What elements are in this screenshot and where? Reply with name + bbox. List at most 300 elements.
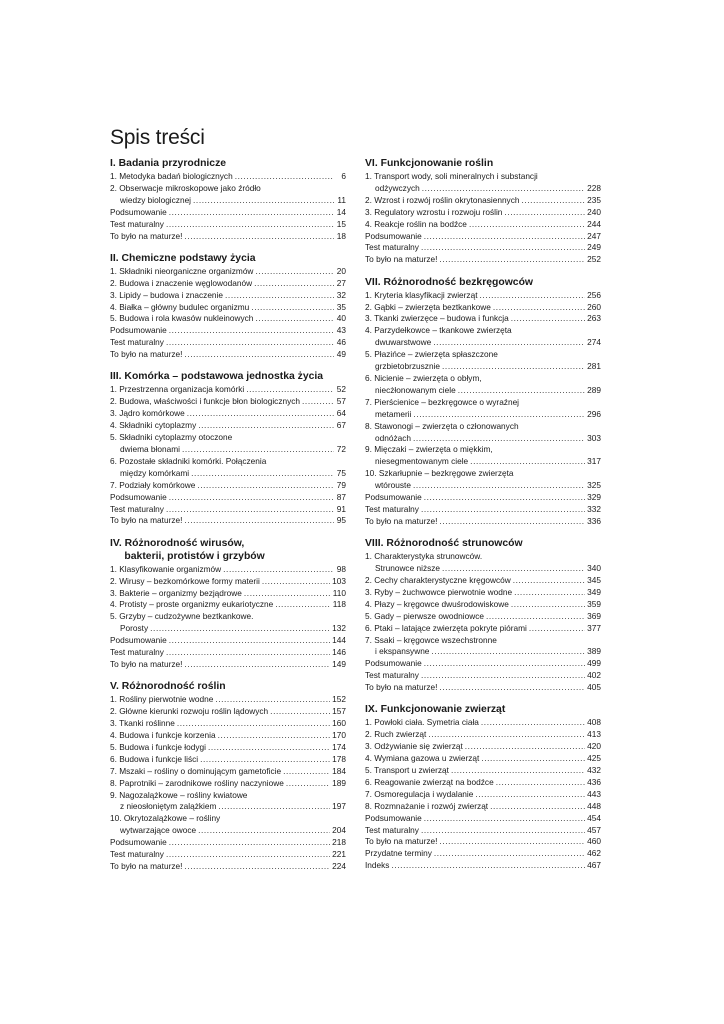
page-number: 281 [587,361,601,372]
toc-entry[interactable] [110,444,346,456]
toc-entry[interactable] [110,766,346,778]
dot-leader [200,754,330,766]
toc-entry[interactable] [110,171,346,183]
toc-section [110,252,346,361]
toc-entry-title: 7. Osmoregulacja i wydalanie [365,788,474,799]
toc-entry[interactable] [365,801,601,813]
toc-entry[interactable] [365,456,601,468]
toc-entry-title: 1. Rośliny pierwotnie wodne [110,694,214,705]
toc-entry[interactable] [365,337,601,349]
dot-leader [458,385,585,397]
toc-entry[interactable] [110,801,346,813]
toc-entry-title: 7. Podziały komórkowe [110,479,196,490]
toc-entry[interactable] [110,778,346,790]
toc-entry[interactable] [365,516,601,528]
toc-entry-title: wtórouste [375,480,411,491]
dot-leader [184,231,334,243]
dot-leader [469,219,585,231]
page-number: 146 [332,647,346,658]
toc-entry[interactable] [110,420,346,432]
toc-entry-title: 8. Rozmnażanie i rozwój zwierząt [365,800,489,811]
page-number: 432 [587,765,601,776]
toc-entry[interactable] [110,742,346,754]
toc-entry-line: 1. Transport wody, soli mineralnych i substancji [365,171,538,181]
page-number: 35 [336,301,346,312]
toc-entry[interactable] [110,515,346,527]
toc-entry-title: Porosty [120,623,149,634]
dot-leader [184,861,330,873]
page-number: 87 [336,491,346,502]
dot-leader [424,492,585,504]
section-title: III. Komórka – podstawowa jednostka życia [110,371,324,383]
toc-entry-title: 5. Gady – pierwsze owodniowce [365,610,484,621]
dot-leader [184,515,334,527]
toc-entry-line: 8. Stawonogi – zwierzęta o członowanych [365,420,519,431]
toc-entry-line: 10. Okrytozalążkowe – rośliny [110,813,221,824]
toc-entry[interactable] [110,468,346,480]
dot-leader [235,171,334,183]
dot-leader [166,849,330,861]
toc-entry[interactable] [365,575,601,587]
toc-entry-title: 4. Składniki cytoplazmy [110,420,197,431]
toc-entry[interactable] [110,861,346,873]
toc-entry[interactable] [365,670,601,682]
dot-leader [251,302,334,314]
toc-entry-title: grzbietobrzusznie [375,361,441,372]
toc-entry-title: 2. Główne kierunki rozwoju roślin lądowych [110,706,269,717]
toc-entry[interactable] [110,396,346,408]
toc-entry[interactable] [110,706,346,718]
toc-entry[interactable] [365,599,601,611]
section-title: I. Badania przyrodnicze [110,158,227,169]
toc-entry[interactable] [365,860,601,872]
toc-entry[interactable] [110,659,346,671]
page-number: 289 [587,384,601,395]
page-number: 425 [587,753,601,764]
page-number: 204 [332,825,346,836]
dot-leader [480,290,586,302]
toc-entry-title: 3. Ryby – żuchwowce pierwotnie wodne [365,586,513,597]
page-number: 274 [587,337,601,348]
dot-leader [246,384,334,396]
page-number: 336 [587,515,601,526]
toc-entry-title: 4. Białka – główny budulec organizmu [110,301,250,312]
dot-leader [514,587,585,599]
toc-entry[interactable] [110,290,346,302]
toc-entry-title: metamerii [375,408,412,419]
dot-leader [169,492,334,504]
page-number: 132 [332,623,346,634]
page-number: 499 [587,658,601,669]
page-number: 448 [587,800,601,811]
dot-leader [422,183,585,195]
toc-column-left [110,157,346,882]
toc-entry-title: 2. Ruch zwierząt [365,729,427,740]
page-number: 443 [587,788,601,799]
page-title: Spis treści [110,126,205,149]
page-number: 32 [336,289,346,300]
toc-entry-title: 2. Budowa i znaczenie węglowodanów [110,277,253,288]
page-number: 152 [332,694,346,705]
toc-entry[interactable] [110,266,346,278]
toc-entry[interactable] [110,718,346,730]
page-number: 15 [336,218,346,229]
dot-leader [504,207,585,219]
dot-leader [244,588,331,600]
toc-entry-title: 3. Odżywianie się zwierząt [365,741,463,752]
page-number: 457 [587,824,601,835]
page-number: 408 [587,717,601,728]
toc-entry[interactable] [110,278,346,290]
dot-leader [434,848,585,860]
toc-entry-title: Test maturalny [110,218,164,229]
dot-leader [421,504,585,516]
toc-entry[interactable] [110,849,346,861]
dot-leader [442,563,585,575]
toc-entry[interactable] [365,409,601,421]
toc-entry[interactable] [110,349,346,361]
toc-entry-title: 2. Wzrost i rozwój roślin okrytonasiennych [365,194,520,205]
toc-entry[interactable] [110,195,346,207]
toc-entry-title: To było na maturze! [365,682,438,693]
toc-entry-title: 1. Kryteria klasyfikacji zwierząt [365,289,478,300]
page-number: 256 [587,289,601,300]
section-title: VII. Różnorodność bezkręgowców [365,276,534,288]
toc-entry-line: 6. Nicienie – zwierzęta o obłym, [365,372,482,383]
page-number: 247 [587,230,601,241]
toc-entry-title: wytwarzające owoce [120,825,197,836]
toc-entry[interactable] [110,408,346,420]
toc-entry[interactable] [365,302,601,314]
page-number: 72 [336,444,346,454]
toc-entry[interactable] [365,825,601,837]
page-number: 454 [587,812,601,823]
page-number: 467 [587,860,601,871]
dot-leader [439,516,585,528]
toc-entry[interactable] [110,694,346,706]
toc-entry-title: 1. Składniki nieorganiczne organizmów [110,265,254,276]
toc-entry-title: 3. Jądro komórkowe [110,408,185,419]
toc-entry[interactable] [365,729,601,741]
toc-entry[interactable] [110,231,346,243]
toc-entry[interactable] [365,361,601,373]
page-number: 11 [337,194,346,205]
toc-entry-title: Test maturalny [110,849,164,860]
page-number: 174 [332,741,346,752]
toc-entry[interactable] [110,837,346,849]
toc-entry-title: 4. Protisty – proste organizmy eukariotyczne [110,599,274,610]
dot-leader [475,789,585,801]
toc-entry[interactable] [110,825,346,837]
toc-entry-title: Strunowce niższe [375,563,441,574]
toc-entry-line: 4. Parzydełkowce – tkankowe zwierzęta [365,325,512,336]
toc-entry-title: To było na maturze! [110,658,183,669]
dot-leader [481,753,585,765]
toc-entry-line: 6. Pozostałe składniki komórki. Połączenia [110,455,267,466]
page-number: 460 [587,836,601,847]
toc-entry-title: To było na maturze! [110,515,183,526]
toc-entry[interactable] [365,207,601,219]
dot-leader [197,480,334,492]
toc-entry[interactable] [365,587,601,599]
dot-leader [493,302,585,314]
page-number: 43 [336,325,346,336]
page-number: 377 [587,622,601,633]
toc-entry-title: Test maturalny [365,670,419,681]
toc-entry[interactable] [110,635,346,647]
page-number: 40 [336,313,346,324]
dot-leader [275,599,331,611]
toc-entry[interactable] [110,588,346,600]
page-number: 157 [332,706,346,717]
toc-entry-title: dwiema błonami [120,444,180,454]
toc-entry-title: niecżłonowanym ciele [375,384,456,395]
toc-entry[interactable] [365,646,601,658]
toc-section [365,276,601,528]
toc-entry[interactable] [110,384,346,396]
toc-entry-title: 4. Wymiana gazowa u zwierząt [365,753,480,764]
toc-entry[interactable] [365,254,601,266]
toc-entry[interactable] [365,836,601,848]
toc-entry[interactable] [365,195,601,207]
dot-leader [481,717,585,729]
toc-entry[interactable] [365,290,601,302]
page-number: 67 [336,420,346,431]
dot-leader [225,290,334,302]
dot-leader [187,408,334,420]
dot-leader [490,801,585,813]
dot-leader [218,801,330,813]
page-number: 218 [332,837,346,848]
dot-leader [218,730,331,742]
dot-leader [166,219,334,231]
toc-entry-title: 3. Tkanki roślinne [110,718,175,729]
dot-leader [511,313,585,325]
page-number: 228 [587,182,601,193]
page-number: 98 [336,563,346,574]
toc-entry[interactable] [110,313,346,325]
page-number: 325 [587,480,601,491]
page-number: 95 [336,515,346,526]
toc-entry[interactable] [365,183,601,195]
dot-leader [255,313,334,325]
toc-entry[interactable] [110,492,346,504]
dot-leader [433,337,585,349]
page-number: 221 [332,849,346,860]
dot-leader [270,706,330,718]
page-number: 244 [587,218,601,229]
toc-entry-line: 10. Szkarłupnie – bezkręgowe zwierzęta [365,468,514,479]
toc-entry-line: 5. Płazińce – zwierzęta spłaszczone [365,349,498,360]
dot-leader [191,468,334,480]
dot-leader [424,658,585,670]
page-number: 103 [332,575,346,586]
dot-leader [424,813,585,825]
dot-leader [166,337,334,349]
page-number: 340 [587,563,601,574]
toc-entry[interactable] [365,504,601,516]
dot-leader [254,278,334,290]
toc-entry[interactable] [365,777,601,789]
toc-entry-title: 6. Budowa i funkcje liści [110,753,199,764]
toc-entry-title: Test maturalny [110,503,164,514]
toc-entry-title: Podsumowanie [110,325,167,336]
dot-leader [169,325,334,337]
dot-leader [431,646,585,658]
toc-entry-title: 2. Gąbki – zwierzęta beztkankowe [365,301,491,312]
toc-entry-title: dwuwarstwowe [375,337,432,348]
page-number: 6 [341,171,346,181]
dot-leader [223,564,334,576]
toc-entry[interactable] [110,599,346,611]
page-number: 170 [332,730,346,740]
page-number: 46 [336,337,346,348]
dot-leader [413,433,585,445]
dot-leader [511,599,585,611]
toc-entry[interactable] [365,741,601,753]
toc-entry[interactable] [365,848,601,860]
section-title: VIII. Różnorodność strunowców [365,538,523,550]
page-number: 240 [587,206,601,217]
toc-entry-title: 3. Tkanki zwierzęce – budowa i funkcja [365,313,509,324]
page-number: 18 [336,230,346,241]
page-number: 57 [336,396,346,407]
toc-entry-line: 5. Składniki cytoplazmy otoczone [110,432,233,443]
toc-entry[interactable] [110,576,346,588]
toc-entry[interactable] [110,730,346,742]
toc-entry[interactable] [365,753,601,765]
toc-section [365,537,601,694]
dot-leader [413,409,585,421]
dot-leader [286,778,330,790]
toc-entry-line: 9. Mięczaki – zwierzęta o miękkim, [365,444,493,455]
dot-leader [413,480,585,492]
dot-leader [169,635,330,647]
toc-entry[interactable] [365,813,601,825]
page-number: 462 [587,848,601,859]
toc-entry[interactable] [365,765,601,777]
toc-entry[interactable] [365,219,601,231]
toc-entry-title: 4. Budowa i funkcje korzenia [110,730,216,740]
toc-entry-line: 7. Ssaki – kręgowce wszechstronne [365,634,497,645]
dot-leader [166,647,330,659]
page-number: 75 [336,467,346,478]
dot-leader [421,670,585,682]
toc-entry[interactable] [110,623,346,635]
toc-entry-title: Podsumowanie [110,491,167,502]
toc-entry[interactable] [110,504,346,516]
dot-leader [198,825,330,837]
toc-entry-title: To było na maturze! [365,515,438,526]
page-number: 197 [332,801,346,812]
toc-entry[interactable] [110,754,346,766]
toc-entry-title: 2. Wirusy – bezkomórkowe formy materii [110,575,260,586]
dot-leader [198,420,334,432]
section-title: IX. Funkcjonowanie zwierząt [365,704,506,716]
toc-section [110,370,346,527]
page-number: 249 [587,242,601,253]
toc-entry[interactable] [110,325,346,337]
dot-leader [177,718,330,730]
toc-entry[interactable] [110,302,346,314]
toc-entry[interactable] [365,563,601,575]
page-number: 178 [332,753,346,764]
page-number: 389 [587,646,601,657]
section-title: VI. Funkcjonowanie roślin [365,158,494,169]
toc-entry[interactable] [365,623,601,635]
page-number: 49 [336,349,346,360]
page-number: 118 [332,599,346,610]
toc-entry-title: 2. Budowa, właściwości i funkcje błon biologicznych [110,396,301,407]
toc-entry-title: 5. Budowa i funkcje łodygi [110,741,206,752]
toc-entry[interactable] [365,433,601,445]
toc-entry-title: 7. Mszaki – rośliny o dominującym gametoficie [110,765,282,776]
page-number: 296 [587,408,601,419]
page-number: 235 [587,194,601,205]
page-number: 436 [587,776,601,787]
page-number: 402 [587,670,601,681]
toc-entry-title: niesegmentowanym ciele [375,456,469,467]
toc-entry[interactable] [365,658,601,670]
toc-entry[interactable] [110,647,346,659]
toc-entry-title: Podsumowanie [365,230,422,241]
toc-entry[interactable] [365,385,601,397]
toc-entry[interactable] [365,611,601,623]
toc-entry[interactable] [365,789,601,801]
page-number: 160 [332,718,346,729]
toc-column-right [365,157,601,882]
toc-entry-title: odnóżach [375,432,411,443]
toc-entry-title: wiedzy biologicznej [120,194,192,205]
toc-entry[interactable] [365,492,601,504]
toc-entry[interactable] [365,480,601,492]
toc-entry-title: Test maturalny [365,242,419,253]
toc-entry[interactable] [365,242,601,254]
toc-entry[interactable] [110,207,346,219]
dot-leader [513,575,585,587]
toc-entry-title: To było na maturze! [365,836,438,847]
toc-entry-title: Podsumowanie [110,635,167,646]
page-number: 252 [587,254,601,265]
page-number: 413 [587,729,601,740]
page-number: 345 [587,574,601,585]
toc-entry[interactable] [365,231,601,243]
toc-entry-title: Test maturalny [110,647,164,658]
toc-entry[interactable] [365,717,601,729]
page-number: 149 [332,658,346,669]
toc-entry-title: między komórkami [120,467,190,478]
toc-entry[interactable] [365,682,601,694]
dot-leader [184,349,334,361]
page-number: 144 [332,635,346,646]
toc-entry[interactable] [110,219,346,231]
toc-entry[interactable] [110,564,346,576]
page-number: 420 [587,741,601,752]
page-number: 91 [336,503,346,514]
toc-entry-title: 4. Płazy – kręgowce dwuśrodowiskowe [365,598,509,609]
toc-entry[interactable] [365,313,601,325]
toc-entry-title: Test maturalny [365,503,419,514]
toc-entry[interactable] [110,480,346,492]
toc-entry[interactable] [110,337,346,349]
toc-entry-title: Podsumowanie [110,837,167,848]
dot-leader [439,682,585,694]
dot-leader [184,659,330,671]
toc-entry-title: Podsumowanie [365,812,422,823]
dot-leader [529,623,585,635]
toc-entry-title: 6. Ptaki – latające zwierzęta pokryte piórami [365,622,527,633]
dot-leader [391,860,585,872]
